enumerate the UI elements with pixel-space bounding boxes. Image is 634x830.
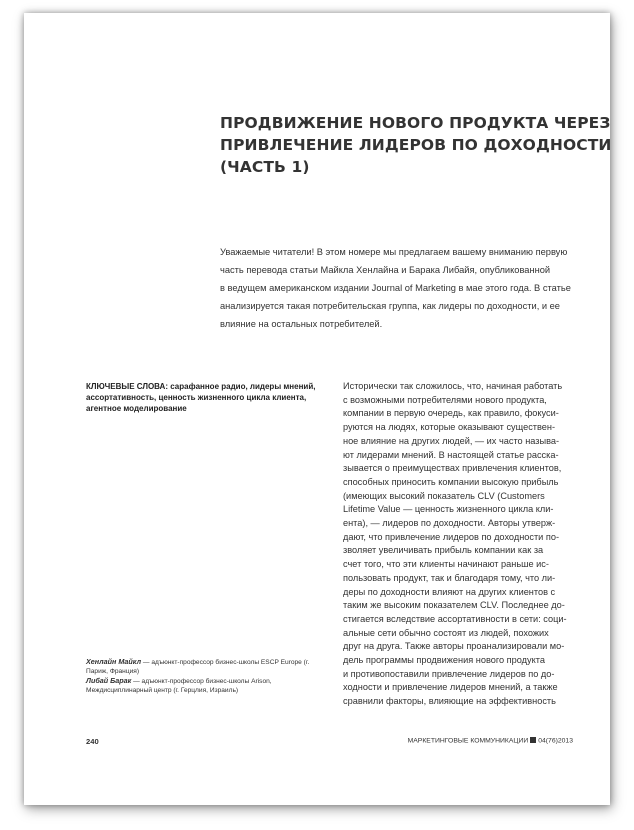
body-column: [343, 380, 577, 709]
body-line: пользовать продукт, так и благодаря тому, что ли-: [343, 572, 556, 583]
keywords-label: КЛЮЧЕВЫЕ СЛОВА:: [86, 382, 168, 391]
intro-line: в ведущем американском издании Journal of Marketing в мае этого года. В статье: [220, 283, 571, 293]
title-line: (ЧАСТЬ 1): [220, 158, 310, 176]
author-name: Либай Барак: [86, 676, 132, 685]
body-line: дель программы продвижения нового продукта: [343, 655, 545, 666]
body-line: руются на людях, которые оказывают существен-: [343, 422, 556, 433]
body-line: ходности и привлечение лидеров мнений, а также: [343, 682, 558, 693]
body-line: с возможными потребителями нового продукта,: [343, 394, 547, 405]
article-title: [220, 112, 612, 178]
journal-name: МАРКЕТИНГОВЫЕ КОММУНИКАЦИИ: [407, 737, 529, 745]
body-line: Lifetime Value — ценность жизненного цикла кли-: [343, 504, 554, 515]
body-line: альные сети обычно состоят из людей, похожих: [343, 627, 549, 638]
keywords-block: [86, 381, 318, 414]
body-line: Исторически так сложилось, что, начиная работать: [343, 381, 563, 391]
author-desc: — адъюнкт-профессор бизнес-школы Arison, Междисциплинарный центр (г. Герцлия, Израиль): [86, 678, 272, 694]
body-line: способных приносить компании высокую прибыль: [343, 476, 559, 487]
body-line: дают, что привлечение лидеров по доходности по-: [343, 531, 560, 542]
author-name: Хенлайн Майкл: [86, 657, 142, 666]
issue-number: 04(76)2013: [538, 737, 573, 745]
body-line: счет того, что эти клиенты начинают раньше ис-: [343, 559, 549, 570]
body-line: сравнили факторы, влияющие на эффективность: [343, 696, 556, 707]
square-separator-icon: [530, 737, 536, 743]
body-line: зволяет увеличивать прибыль компании как за: [343, 545, 544, 556]
intro-line: анализируется такая потребительская группа, как лидеры по доходности, и ее: [220, 301, 560, 311]
body-line: таким же высоким показателем CLV. Последнее до-: [343, 600, 565, 611]
body-line: зывается о преимуществах привлечения клиентов,: [343, 463, 562, 474]
page-number: 240: [86, 737, 99, 746]
intro-line: часть перевода статьи Майкла Хенлайна и Барака Либайя, опубликованной: [220, 265, 551, 275]
body-line: деры по доходности влияют на других клиентов с: [343, 586, 556, 597]
body-line: компании в первую очередь, как правило, фокуси-: [343, 408, 559, 419]
body-line: ное влияние на других людей, — их часто называ-: [343, 435, 560, 446]
running-head: [408, 737, 573, 745]
body-line: стигается вследствие ассортативности в сети: соци-: [343, 613, 567, 624]
intro-line: влияние на остальных потребителей.: [220, 319, 383, 329]
author-note: [86, 676, 326, 695]
author-note: [86, 657, 326, 676]
body-line: и противопоставили привлечение лидеров по до-: [343, 668, 555, 679]
title-line: ПРОДВИЖЕНИЕ НОВОГО ПРОДУКТА ЧЕРЕЗ: [220, 114, 611, 132]
editor-intro: [220, 243, 572, 333]
title-line: ПРИВЛЕЧЕНИЕ ЛИДЕРОВ ПО ДОХОДНОСТИ: [220, 136, 612, 154]
author-desc: — адъюнкт-профессор бизнес-школы ESCP Europe (г. Париж, Франция): [86, 659, 310, 675]
body-line: (имеющих высокий показатель CLV (Customers: [343, 490, 545, 501]
keywords-text: сарафанное радио, лидеры мнений, ассортативность, ценность жизненного цикла клиента, агентное моделирование: [86, 382, 316, 413]
intro-line: Уважаемые читатели! В этом номере мы предлагаем вашему вниманию первую: [220, 247, 568, 257]
body-line: друг на друга. Также авторы проанализировали мо-: [343, 641, 565, 652]
body-line: ента), — лидеров по доходности. Авторы утверж-: [343, 518, 556, 529]
body-line: ют лидерами мнений. В настоящей статье расска-: [343, 449, 559, 460]
